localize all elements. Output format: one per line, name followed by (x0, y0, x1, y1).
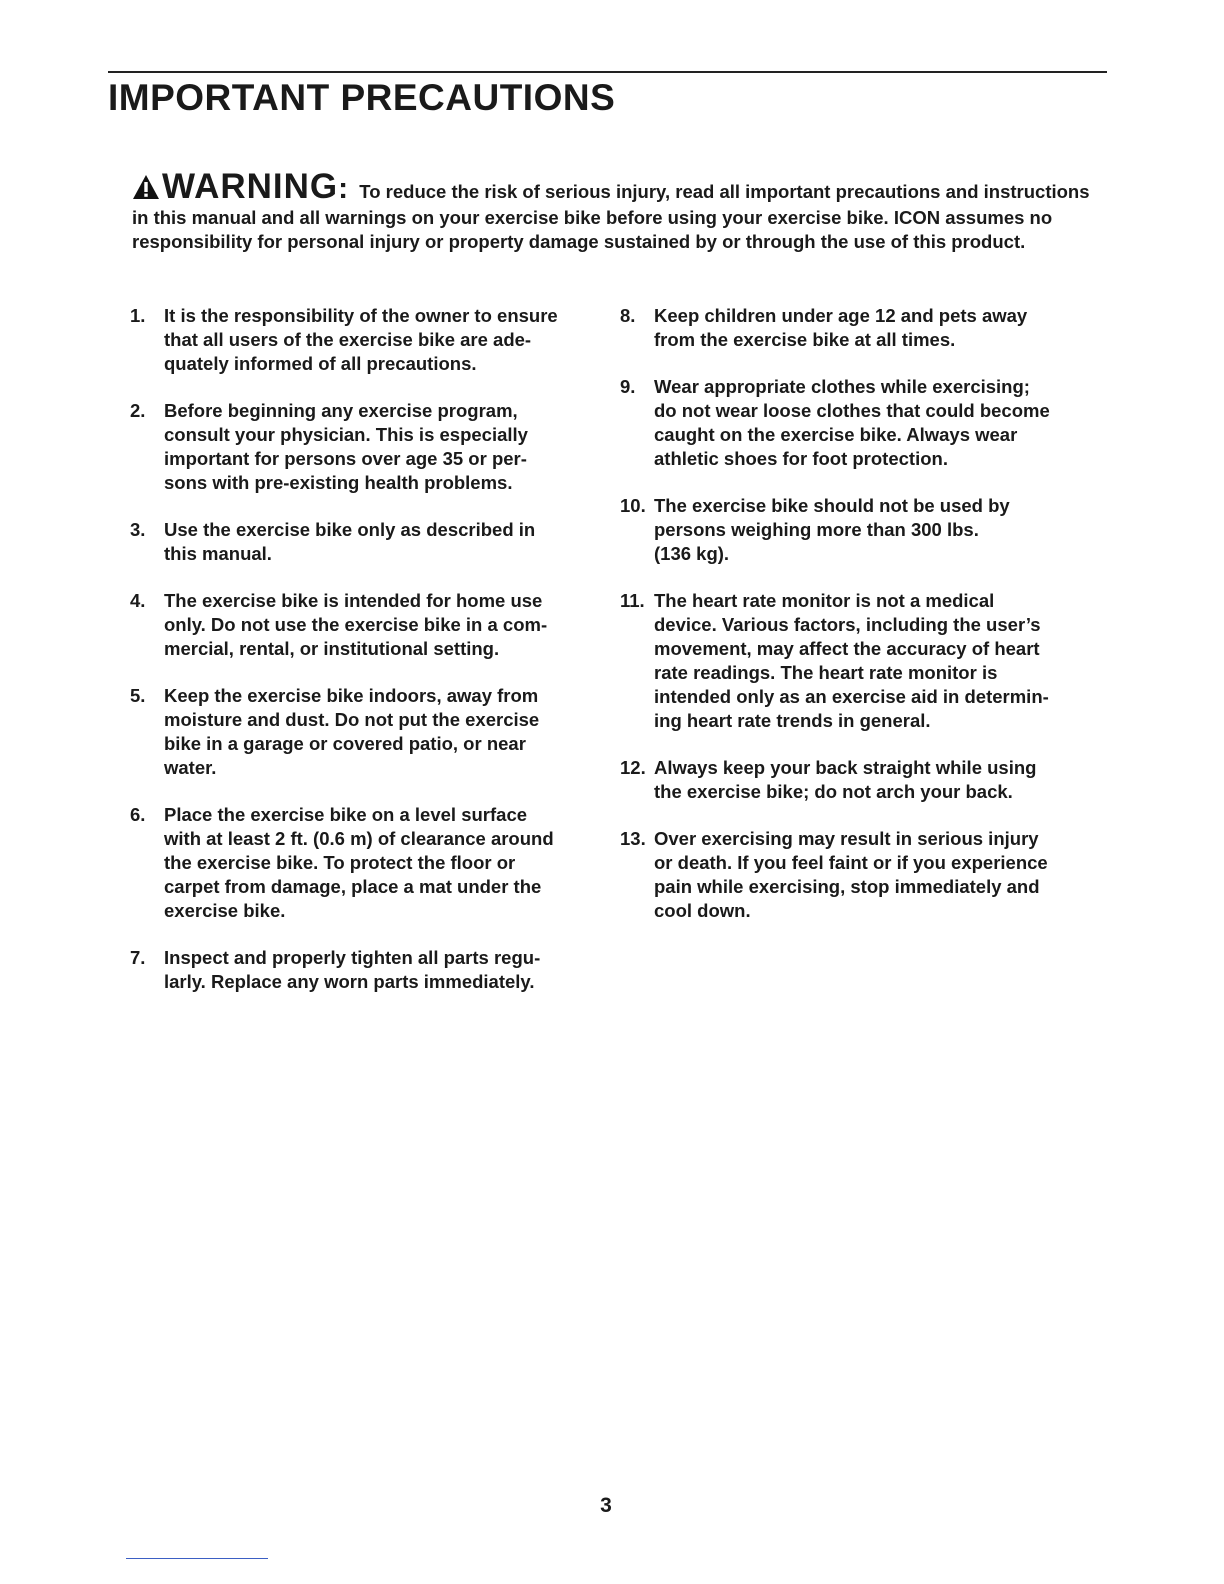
precaution-number: 10. (620, 495, 646, 516)
precaution-number: 11. (620, 590, 645, 611)
precaution-item (130, 518, 600, 566)
precaution-item (130, 304, 600, 376)
precaution-number: 5. (130, 685, 146, 706)
page-title: IMPORTANT PRECAUTIONS (108, 77, 616, 118)
precaution-number: 12. (620, 757, 646, 778)
precaution-item (620, 827, 1090, 923)
precaution-item (130, 946, 600, 994)
precaution-text: Inspect and properly tighten all parts regu- larly. Replace any worn parts immediately. (164, 947, 541, 992)
precaution-text: Over exercising may result in serious injury or death. If you feel faint or if you experience pain while exercising, stop immediately and cool down. (654, 828, 1048, 921)
precaution-text: Place the exercise bike on a level surface with at least 2 ft. (0.6 m) of clearance around the exercise bike. To protect the floor or carpet from damage, place a mat under the exercise bike. (164, 804, 554, 921)
precaution-text: The heart rate monitor is not a medical device. Various factors, including the user’s movement, may affect the accuracy of heart rate readings. The heart rate monitor is intended only as an exercise aid in determin- ing heart rate trends in general. (654, 590, 1049, 731)
precaution-item (620, 756, 1090, 804)
precaution-item (130, 589, 600, 661)
precaution-item (130, 684, 600, 780)
footer-link-underline (126, 1558, 268, 1559)
precaution-text: The exercise bike is intended for home use only. Do not use the exercise bike in a com- mercial, rental, or institutional setting. (164, 590, 548, 659)
warning-block (132, 168, 1092, 254)
precaution-number: 4. (130, 590, 146, 611)
precaution-text: Always keep your back straight while using the exercise bike; do not arch your back. (654, 757, 1037, 802)
precaution-number: 7. (130, 947, 146, 968)
precaution-text: It is the responsibility of the owner to ensure that all users of the exercise bike are ade- quately informed of all precautions. (164, 305, 558, 374)
precaution-text: Keep children under age 12 and pets away from the exercise bike at all times. (654, 305, 1028, 350)
warning-triangle-icon (132, 174, 160, 200)
precaution-number: 2. (130, 400, 146, 421)
precautions-right-column (620, 304, 1090, 946)
precaution-item (620, 494, 1090, 566)
precaution-number: 9. (620, 376, 636, 397)
precaution-item (130, 803, 600, 923)
precaution-number: 8. (620, 305, 636, 326)
precaution-text: Wear appropriate clothes while exercising; do not wear loose clothes that could become caught on the exercise bike. Always wear athletic shoes for foot protection. (654, 376, 1050, 469)
precaution-text: Use the exercise bike only as described in this manual. (164, 519, 536, 564)
warning-text: To reduce the risk of serious injury, read all important precautions and instructions in this manual and all warnings on your exercise bike before using your exercise bike. ICON assumes no responsibility for personal injury or property damage sustained by or through the use of this product. (132, 181, 1090, 252)
precaution-item (620, 375, 1090, 471)
precaution-text: The exercise bike should not be used by persons weighing more than 300 lbs. (136 kg). (654, 495, 1010, 564)
warning-label: WARNING (162, 167, 339, 206)
title-rule (108, 71, 1107, 73)
precautions-left-column (130, 304, 600, 1017)
precaution-number: 3. (130, 519, 146, 540)
warning-colon: : (338, 172, 349, 205)
precaution-number: 13. (620, 828, 646, 849)
precaution-text: Before beginning any exercise program, consult your physician. This is especially important for persons over age 35 or per- sons with pre-existing health problems. (164, 400, 528, 493)
precaution-item (620, 589, 1090, 733)
precaution-text: Keep the exercise bike indoors, away from moisture and dust. Do not put the exercise bike in a garage or covered patio, or near water. (164, 685, 540, 778)
precaution-number: 1. (130, 305, 146, 326)
warning-heading (132, 167, 359, 206)
precaution-number: 6. (130, 804, 146, 825)
page-number: 3 (600, 1494, 612, 1517)
precaution-item (620, 304, 1090, 352)
precaution-item (130, 399, 600, 495)
